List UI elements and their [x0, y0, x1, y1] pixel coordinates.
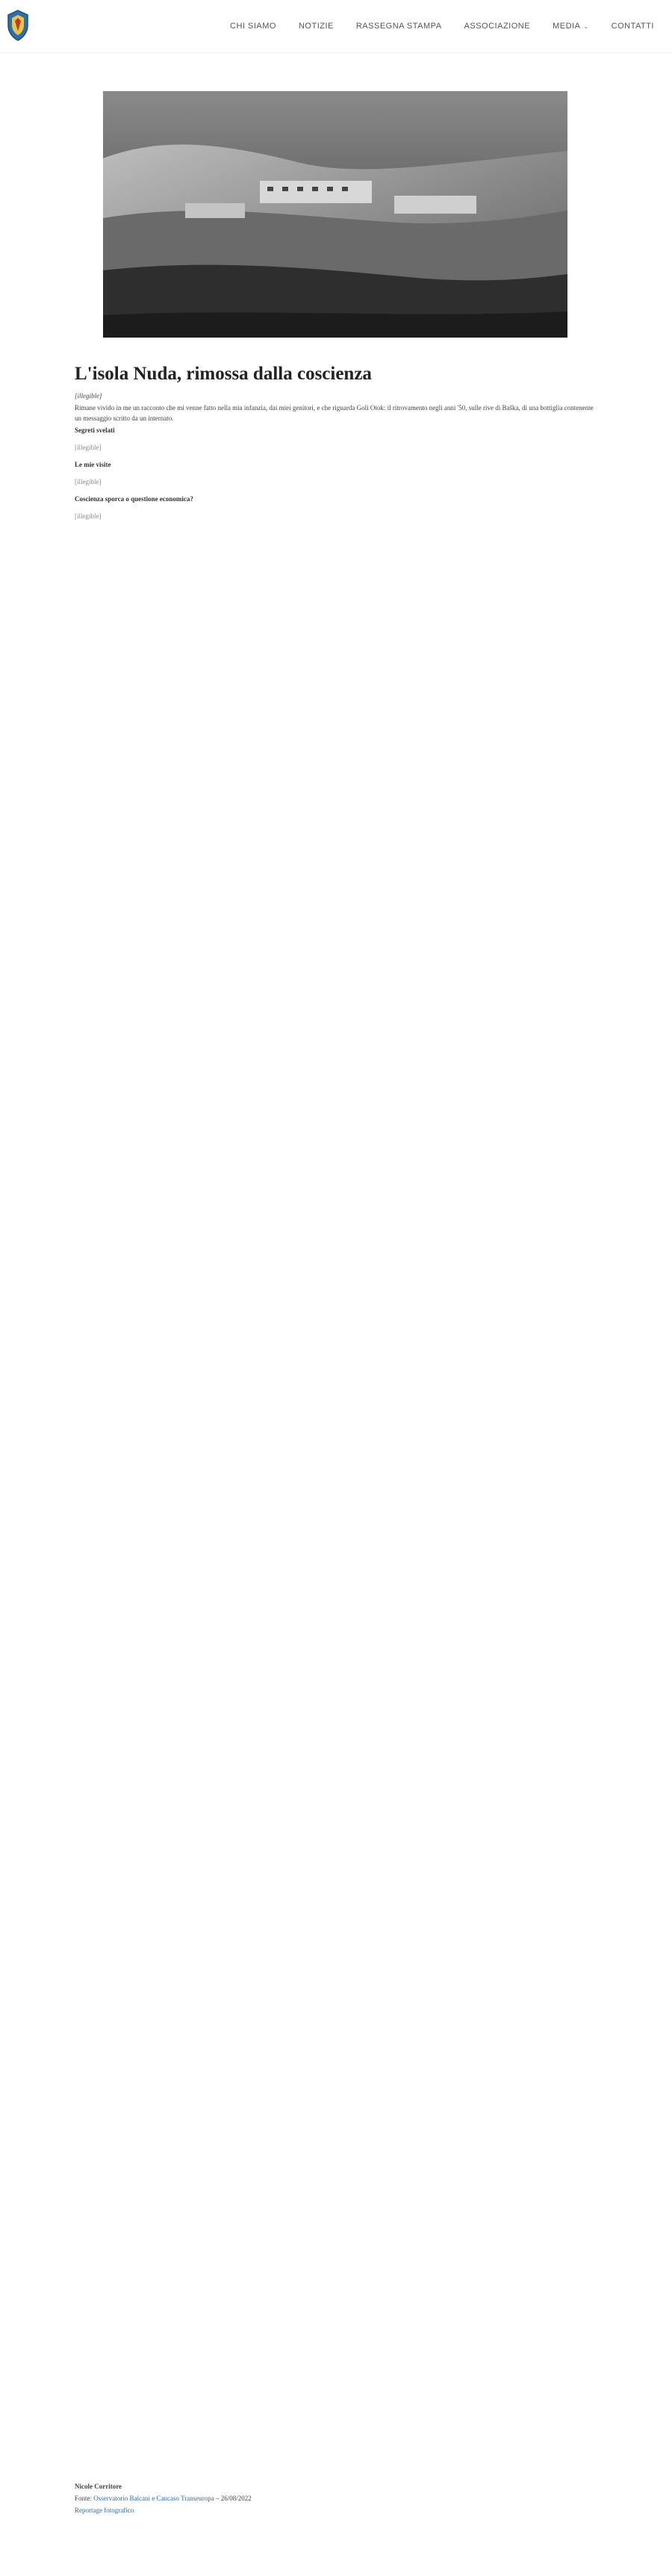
- crest-logo[interactable]: [6, 9, 30, 42]
- photo-credit-link[interactable]: Reportage fotografico: [75, 2507, 134, 2514]
- source-link[interactable]: Osservatorio Balcani e Caucaso Transeuropa: [93, 2495, 214, 2502]
- nav-label: ASSOCIAZIONE: [464, 22, 531, 31]
- article-content: [75, 52, 597, 528]
- nav-item-media[interactable]: [553, 22, 589, 31]
- section-heading: Coscienza sporca o questione economica?: [75, 495, 193, 503]
- article-paragraph: Rimane vivido in me un racconto che mi venne fatto nella mia infanzia, dai miei genitori, e che riguarda Goli Otok: il ritrovamento negli anni '50, sulle rive di Baška, di una bottiglia contenente un messaggio scritto da un internato.: [75, 404, 594, 422]
- nav-label: NOTIZIE: [298, 22, 334, 31]
- source-line: [75, 2492, 597, 2504]
- chevron-down-icon: ⌄: [583, 22, 589, 30]
- article-credits: [75, 2480, 597, 2516]
- article-paragraph: [illegible]: [75, 478, 102, 485]
- photo-credit-line: [75, 2504, 597, 2516]
- nav-item-rassegna-stampa[interactable]: [356, 22, 442, 31]
- nav-label: CHI SIAMO: [230, 22, 276, 31]
- source-date: – 26/08/2022: [214, 2495, 252, 2502]
- article-title: L'isola Nuda, rimossa dalla coscienza: [75, 364, 372, 384]
- hero-photo: [103, 91, 567, 338]
- section-heading: Segreti svelati: [75, 426, 115, 434]
- article-lead: [illegible]: [75, 392, 102, 400]
- main-nav: [230, 0, 654, 52]
- nav-label: RASSEGNA STAMPA: [355, 22, 442, 31]
- source-prefix: Fonte:: [75, 2495, 93, 2502]
- nav-label: CONTATTI: [611, 22, 654, 31]
- nav-item-chi-siamo[interactable]: [230, 22, 276, 31]
- section-heading: Le mie visite: [75, 461, 111, 468]
- nav-item-associazione[interactable]: [464, 22, 531, 31]
- nav-label: MEDIA: [553, 22, 581, 31]
- nav-item-contatti[interactable]: [612, 22, 654, 31]
- article-paragraph: [illegible]: [75, 444, 102, 451]
- author-name: Nicole Corritore: [75, 2483, 122, 2490]
- article-paragraph: [illegible]: [75, 512, 102, 520]
- site-header: [0, 0, 672, 53]
- nav-item-notizie[interactable]: [299, 22, 334, 31]
